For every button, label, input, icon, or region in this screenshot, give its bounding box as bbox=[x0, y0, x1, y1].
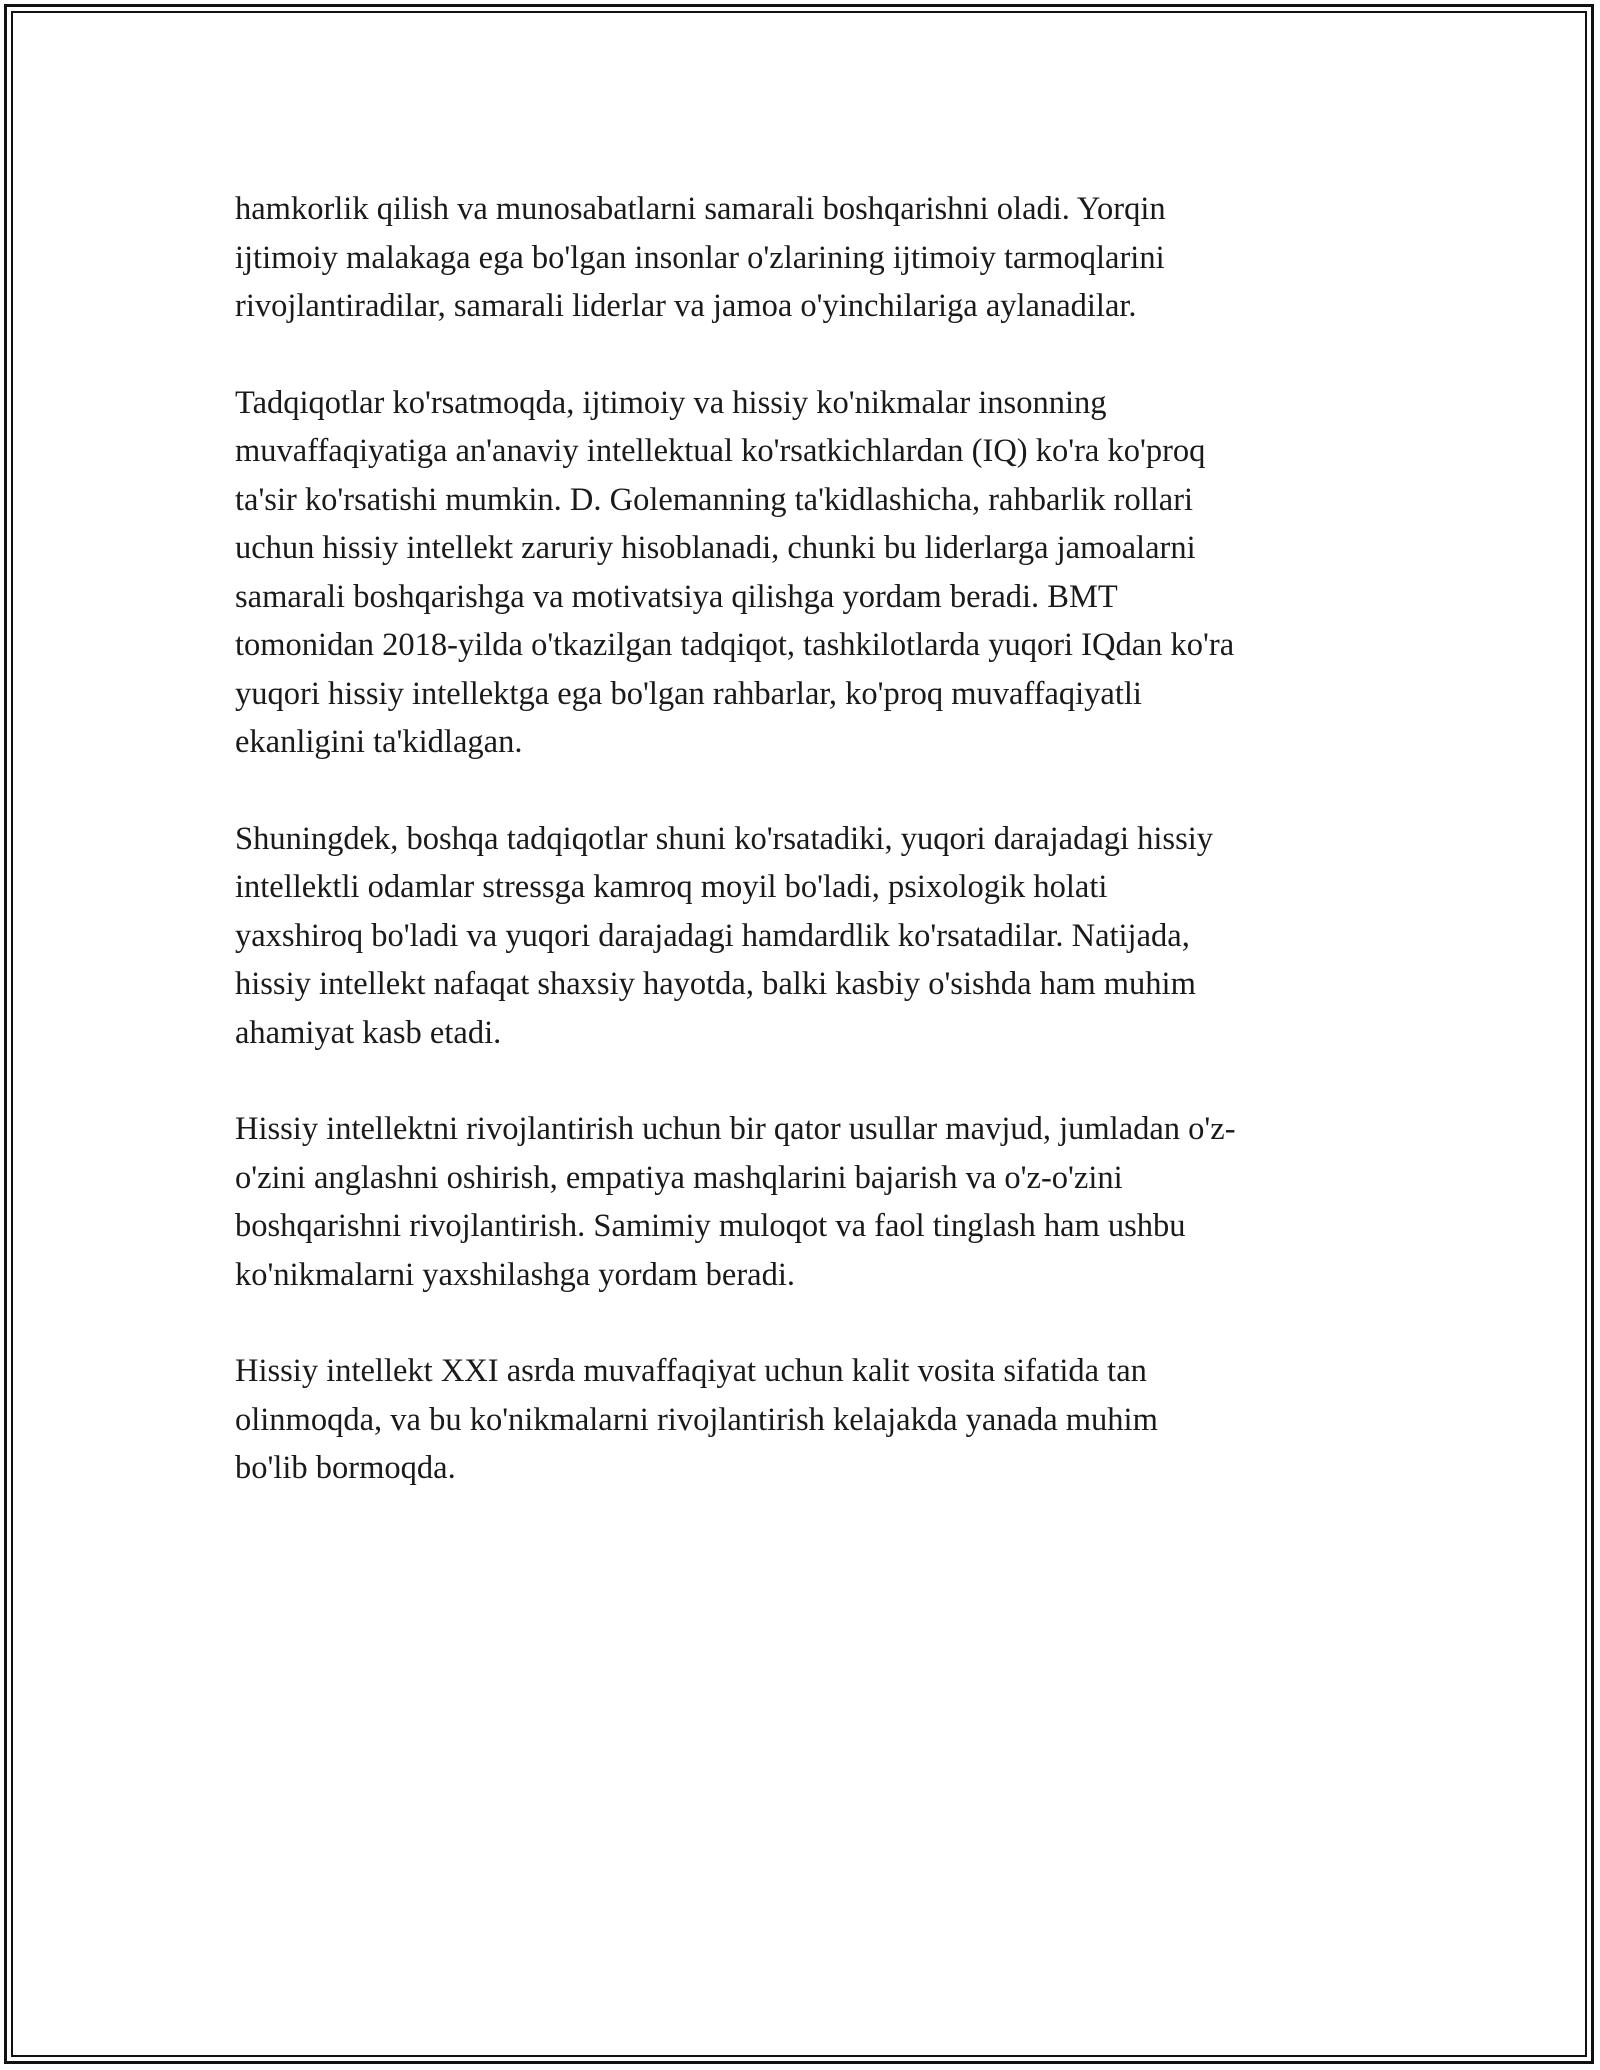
paragraph-1: hamkorlik qilish va munosabatlarni samarali boshqarishni oladi. Yorqin ijtimoiy malakaga ega bo'lgan insonlar o'zlarining ijtimoiy tarmoqlarini rivojlantiradilar, samarali liderlar va jamoa o'yinchilariga aylanadilar. bbox=[235, 191, 1166, 324]
paragraph-3: Shuningdek, boshqa tadqiqotlar shuni ko'rsatadiki, yuqori darajadagi hissiy intellektli odamlar stressga kamroq moyil bo'ladi, psixologik holati yaxshiroq bo'ladi va yuqori darajadagi hamdardlik ko'rsatadilar. Natijada, hissiy intellekt nafaqat shaxsiy hayotda, balki kasbiy o'sishda ham muhim ahamiyat kasb etadi. bbox=[235, 820, 1213, 1051]
document-body bbox=[235, 185, 1375, 1541]
paragraph-4: Hissiy intellektni rivojlantirish uchun bir qator usullar mavjud, jumladan o'z- o'zini anglashni oshirish, empatiya mashqlarini bajarish va o'z-o'zini boshqarishni rivojlantirish. Samimiy muloqot va faol tinglash ham ushbu ko'nikmalarni yaxshilashga yordam beradi. bbox=[235, 1111, 1236, 1293]
paragraph-5: Hissiy intellekt XXI asrda muvaffaqiyat uchun kalit vosita sifatida tan olinmoqda, va bu ko'nikmalarni rivojlantirish kelajakda yanada muhim bo'lib bormoqda. bbox=[235, 1353, 1158, 1486]
paragraph-2: Tadqiqotlar ko'rsatmoqda, ijtimoiy va hissiy ko'nikmalar insonning muvaffaqiyatiga an'anaviy intellektual ko'rsatkichlardan (IQ) ko'ra ko'proq ta'sir ko'rsatishi mumkin. D. Golemanning ta'kidlashicha, rahbarlik rollari uchun hissiy intellekt zaruriy hisoblanadi, chunki bu liderlarga jamoalarni samarali boshqarishga va motivatsiya qilishga yordam beradi. BMT tomonidan 2018-yilda o'tkazilgan tadqiqot, tashkilotlarda yuqori IQdan ko'ra yuqori hissiy intellektga ega bo'lgan rahbarlar, ko'proq muvaffaqiyatli ekanligini ta'kidlagan. bbox=[235, 384, 1235, 760]
